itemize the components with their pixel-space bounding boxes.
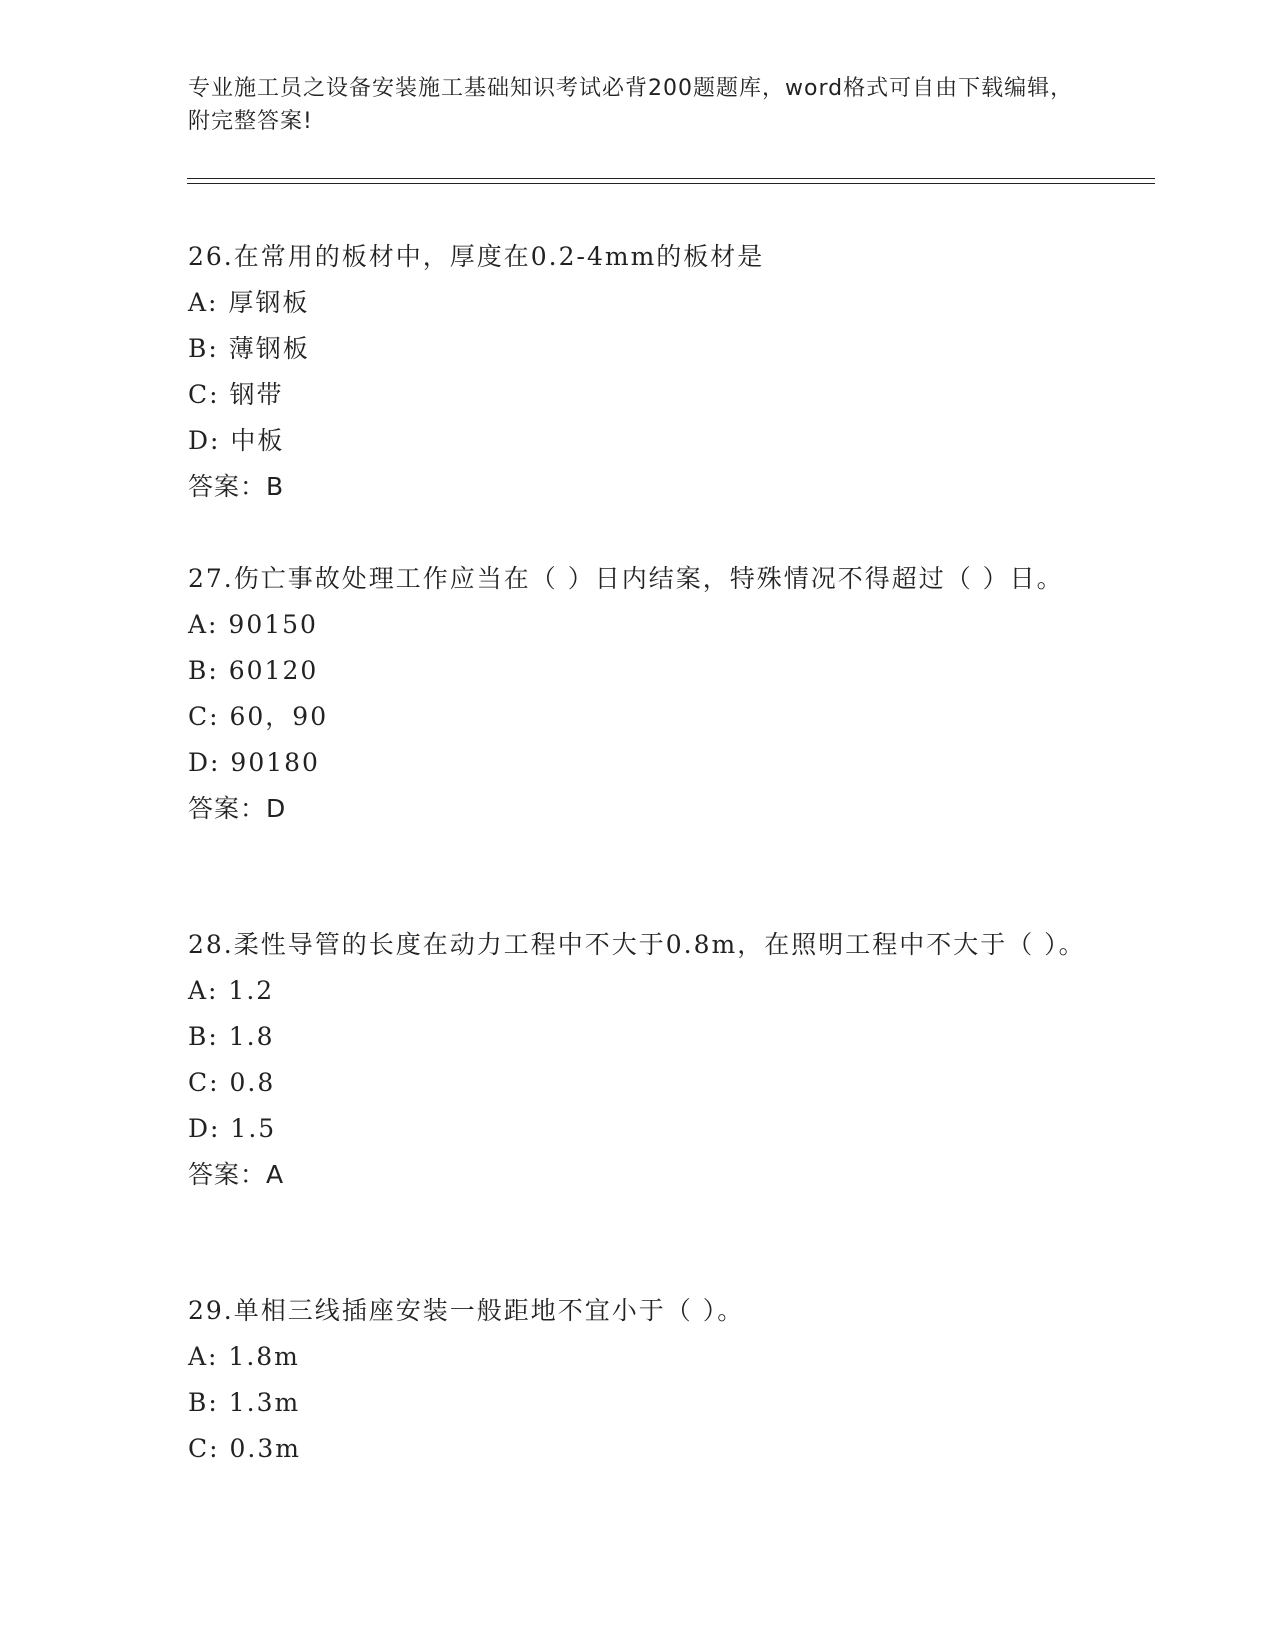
question-29 [188,1288,1088,1472]
answer: 答案：D [188,794,287,823]
option-c: C: 钢带 [188,380,284,409]
option-a: A: 厚钢板 [188,288,310,317]
answer: 答案：B [188,472,285,501]
question-26 [188,234,1088,510]
option-a: A: 90150 [188,610,318,639]
option-b: B: 1.3m [188,1388,301,1417]
header-divider-bottom [187,183,1155,184]
question-text: 27.伤亡事故处理工作应当在（ ）日内结案，特殊情况不得超过（ ）日。 [188,564,1064,593]
option-a: A: 1.2 [188,976,275,1005]
option-b: B: 1.8 [188,1022,275,1051]
question-text: 29.单相三线插座安装一般距地不宜小于（ ）。 [188,1296,745,1325]
option-d: D: 90180 [188,748,320,777]
header-divider-top [187,178,1155,179]
document-title: 专业施工员之设备安装施工基础知识考试必背200题题库，word格式可自由下载编辑，附完整答案! [188,76,1074,134]
answer: 答案：A [188,1160,285,1189]
option-c: C: 0.3m [188,1434,301,1463]
question-27 [188,556,1088,832]
option-b: B: 薄钢板 [188,334,310,363]
option-d: D: 1.5 [188,1114,277,1143]
option-c: C: 60，90 [188,702,329,731]
question-text: 26.在常用的板材中，厚度在0.2-4mm的板材是 [188,242,765,271]
option-a: A: 1.8m [188,1342,300,1371]
option-b: B: 60120 [188,656,319,685]
question-text: 28.柔性导管的长度在动力工程中不大于0.8m，在照明工程中不大于（ ）。 [188,930,1086,959]
option-d: D: 中板 [188,426,285,455]
option-c: C: 0.8 [188,1068,276,1097]
question-28 [188,922,1088,1198]
